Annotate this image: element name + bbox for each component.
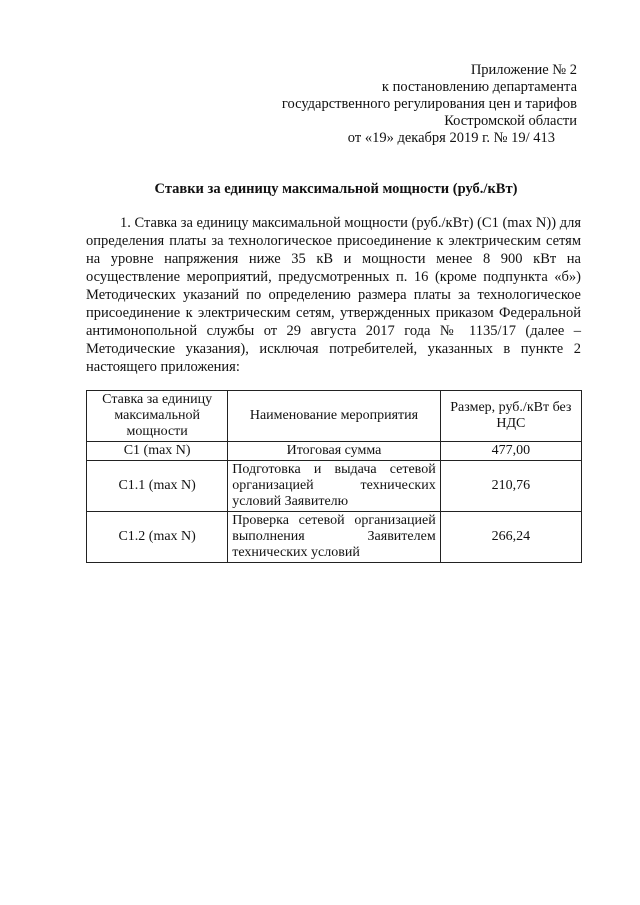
column-header-activity: Наименование мероприятия <box>228 391 440 442</box>
region-name: Костромской области <box>444 113 577 129</box>
document-title: Ставки за единицу максимальной мощности (руб./кВт) <box>154 181 518 197</box>
amount-cell: 477,00 <box>440 442 581 461</box>
activity-name-cell: Подготовка и выдача сетевой организацией технических условий Заявителю <box>228 461 440 512</box>
rate-code-cell: C1 (max N) <box>87 442 228 461</box>
appendix-number: Приложение № 2 <box>470 62 577 78</box>
activity-name-cell: Проверка сетевой организацией выполнения Заявителем технических условий <box>228 512 440 563</box>
rate-code-cell: C1.2 (max N) <box>87 512 228 563</box>
column-header-amount: Размер, руб./кВт без НДС <box>440 391 581 442</box>
document-header <box>217 62 577 147</box>
table-row <box>87 461 582 512</box>
amount-cell: 266,24 <box>440 512 581 563</box>
department-name: государственного регулирования цен и тарифов <box>281 96 577 112</box>
amount-cell: 210,76 <box>440 461 581 512</box>
resolution-reference: к постановлению департамента <box>381 79 577 95</box>
paragraph-1: 1. Ставка за единицу максимальной мощности (руб./кВт) (C1 (max N)) для определения платы за технологическое присоединение к электрическим сетям на уровне напряжения ниже 35 кВ и мощности менее 8 900 кВт на осуществление мероприятий, предусмотренных п. 16 (кроме подпункта «б») Методических указаний по определению размера платы за технологическое присоединение к электрическим сетям, утвержденных приказом Федеральной антимонопольной службы от 29 августа 2017 года № 1135/17 (далее – Методические указания), исключая потребителей, указанных в пункте 2 настоящего приложения: <box>86 215 581 375</box>
column-header-rate: Ставка за единицу максимальной мощности <box>87 391 228 442</box>
rate-code-cell: C1.1 (max N) <box>87 461 228 512</box>
table-row <box>87 512 582 563</box>
table-row <box>87 442 582 461</box>
activity-name-cell: Итоговая сумма <box>228 442 440 461</box>
table-header-row <box>87 391 582 442</box>
rates-table <box>86 390 582 563</box>
resolution-date: от «19» декабря 2019 г. № 19/ 413 <box>347 130 555 146</box>
